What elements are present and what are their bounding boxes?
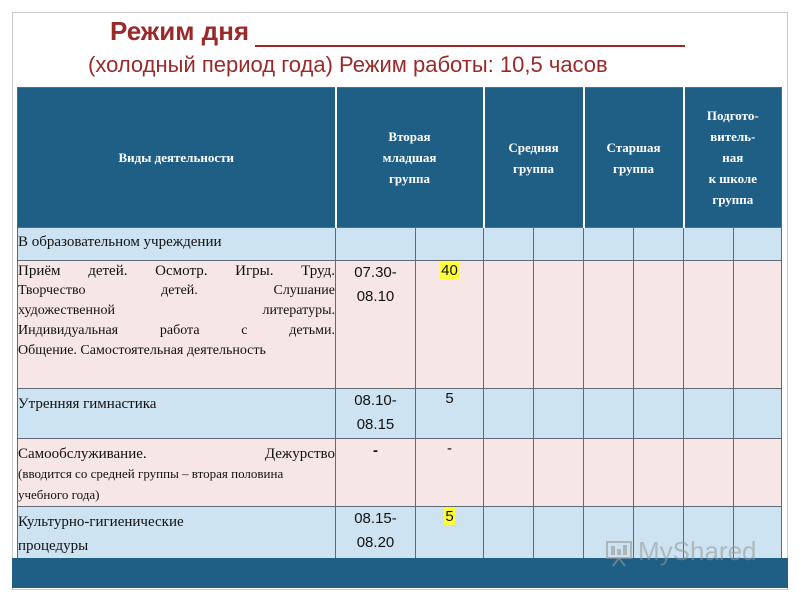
title-blank-line: [255, 21, 685, 47]
selfservice-duration: -: [416, 439, 484, 507]
hygiene-activity: Культурно-гигиенические процедуры: [18, 507, 336, 559]
header-row: [18, 88, 782, 228]
header-group-junior2: Вторая младшая группа: [336, 88, 484, 228]
watermark-text: MyShared: [638, 536, 757, 566]
reception-activity: Приём детей. Осмотр. Игры. Труд. Творчество детей. Слушание художественной литературы. Индивидуальная работа с детьми. Общение. Самостоятельная деятельность: [18, 261, 336, 389]
gymnastics-duration: 5: [416, 389, 484, 439]
header-group-senior: Старшая группа: [584, 88, 684, 228]
hygiene-time: 08.15- 08.20: [336, 507, 416, 559]
section-label: В образовательном учреждении: [18, 228, 336, 261]
gymnastics-time: 08.10- 08.15: [336, 389, 416, 439]
reception-time: 07.30- 08.10: [336, 261, 416, 389]
page-title: [110, 16, 730, 47]
table-row-section: [18, 228, 782, 261]
reception-duration: 40: [416, 261, 484, 389]
header-group-middle: Средняя группа: [484, 88, 584, 228]
presentation-logo-icon: [604, 538, 634, 568]
table-row-gymnastics: [18, 389, 782, 439]
table-row-reception: [18, 261, 782, 389]
schedule-table: [17, 87, 782, 559]
selfservice-activity: Самообслуживание. Дежурство (вводится со средней группы – вторая половина учебного года): [18, 439, 336, 507]
table-row-selfservice: [18, 439, 782, 507]
header-activities: Виды деятельности: [18, 88, 336, 228]
title-text: Режим дня: [110, 16, 250, 46]
watermark: [604, 536, 757, 568]
header-group-preparatory: Подгото- витель- ная к школе группа: [684, 88, 782, 228]
gymnastics-label: Утренняя гимнастика: [18, 389, 336, 439]
page-subtitle: (холодный период года) Режим работы: 10,5 часов: [88, 52, 608, 77]
selfservice-time: -: [336, 439, 416, 507]
hygiene-duration: 5: [416, 507, 484, 559]
